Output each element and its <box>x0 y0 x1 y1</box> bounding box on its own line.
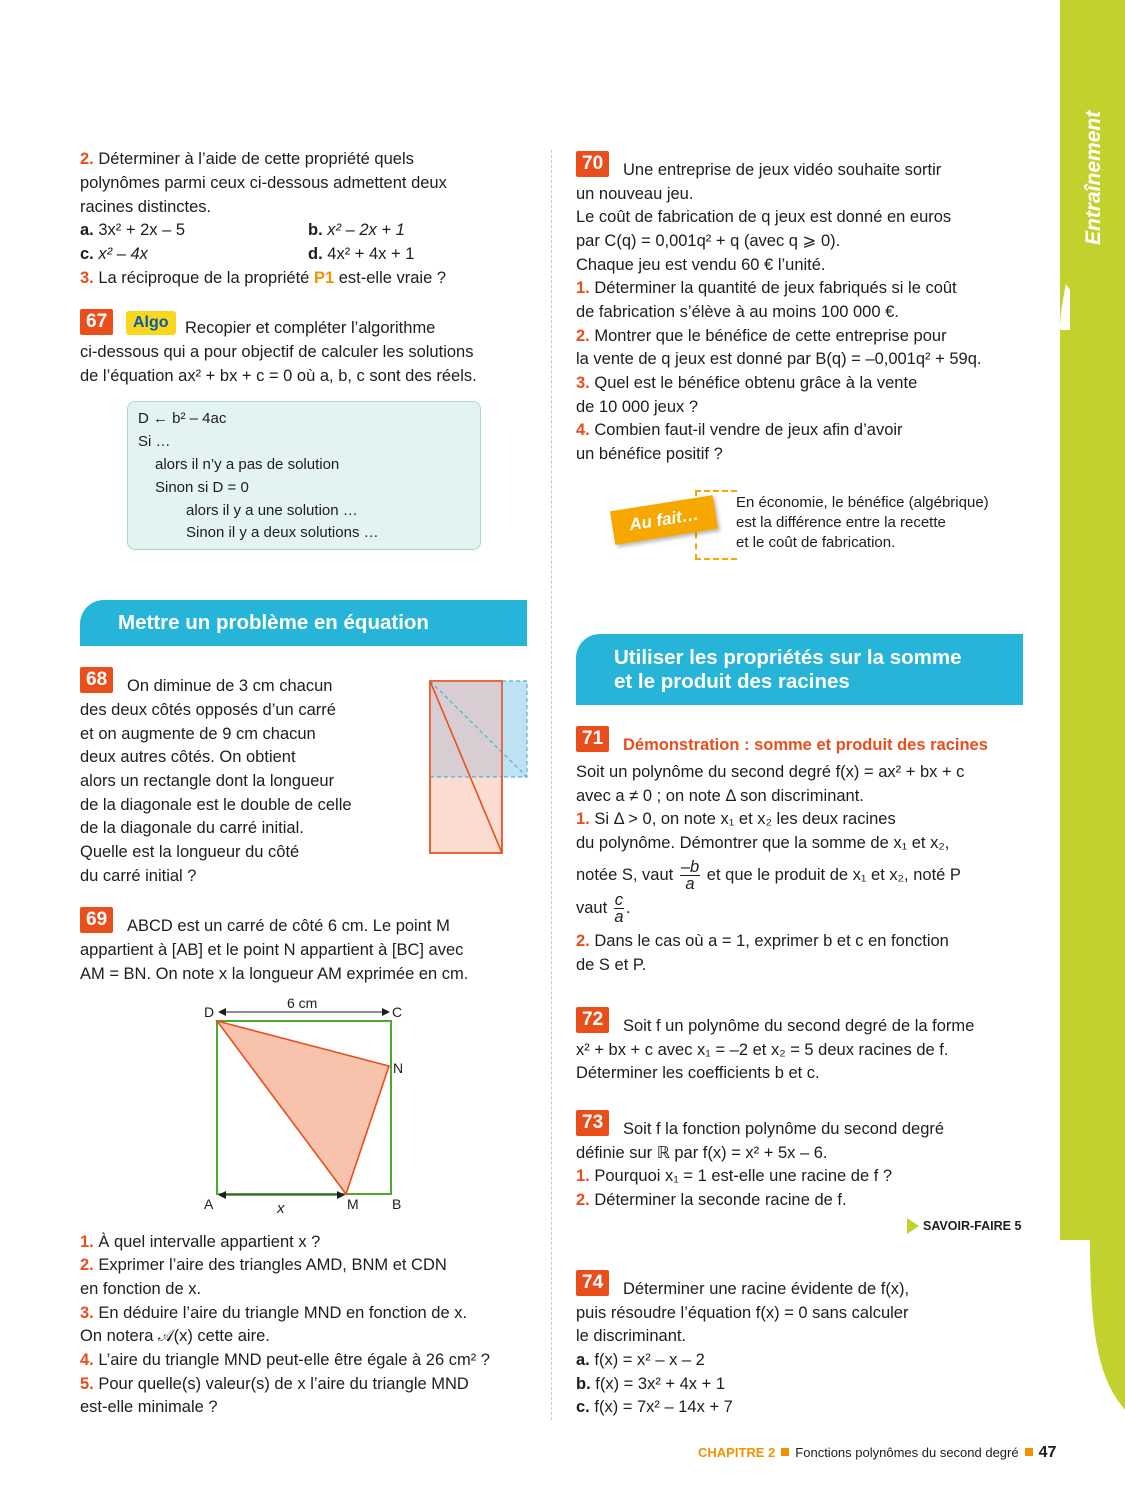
aufait-tag: Au fait… <box>610 495 718 545</box>
ex66-opt-c: c. x² – 4x <box>80 245 148 263</box>
exercise-number-70: 70 <box>576 151 609 177</box>
ex70-line1: Une entreprise de jeux vidéo souhaite sortir <box>623 161 942 179</box>
column-divider <box>551 150 552 1420</box>
ex69-q5-cont: est-elle minimale ? <box>80 1398 218 1416</box>
code-line-6: Sinon il y a deux solutions … <box>186 524 379 541</box>
section-header-equation <box>80 600 527 646</box>
ex72-line2: x² + bx + c avec x₁ = –2 et x₂ = 5 deux racines de f. <box>576 1041 949 1059</box>
code-line-1: D ← b² – 4ac <box>138 410 227 427</box>
ex71-q2: 2. Dans le cas où a = 1, exprimer b et c en fonction <box>576 932 949 950</box>
ex69-q2-cont: en fonction de x. <box>80 1280 202 1298</box>
side-length-label: 6 cm <box>287 995 318 1011</box>
square-overlap <box>430 681 502 777</box>
removed-strip <box>502 681 527 777</box>
triangle-mnd <box>217 1021 389 1194</box>
code-line-2: Si … <box>138 433 171 450</box>
point-a: A <box>204 1196 214 1212</box>
ex71-line1: Soit un polynôme du second degré f(x) = ax² + bx + c <box>576 763 965 781</box>
algo-badge: Algo <box>126 311 176 335</box>
ex69-q1: 1. À quel intervalle appartient x ? <box>80 1233 321 1251</box>
footer-title: Fonctions polynômes du second degré <box>795 1445 1019 1460</box>
ex69-figure <box>195 995 415 1220</box>
ex74-opt-c: c. f(x) = 7x² – 14x + 7 <box>576 1398 733 1416</box>
sidebar-bottom-curve <box>1060 1240 1125 1410</box>
code-line-5: alors il y a une solution … <box>186 502 358 519</box>
ex71-line4: du polynôme. Démontrer que la somme de x₁ et x₂, <box>576 834 950 852</box>
aufait-line2: est la différence entre la recette <box>736 514 946 531</box>
point-n: N <box>393 1060 404 1076</box>
footer-square-icon-2 <box>1025 1448 1033 1456</box>
exercise-number-72: 72 <box>576 1007 609 1033</box>
sidebar-label: Entraînement <box>1082 110 1105 245</box>
savoir-faire-link[interactable] <box>907 1218 1021 1234</box>
section-title-line2: et le produit des racines <box>614 670 850 693</box>
page-number: 47 <box>1038 1444 1057 1461</box>
ex69-line1: ABCD est un carré de côté 6 cm. Le point M <box>127 917 450 935</box>
ex70-q3: 3. Quel est le bénéfice obtenu grâce à la vente <box>576 374 918 392</box>
algorithm-box <box>127 401 481 550</box>
savoir-faire-label: SAVOIR-FAIRE 5 <box>923 1219 1022 1233</box>
ex72-line1: Soit f un polynôme du second degré de la forme <box>623 1017 975 1035</box>
exercise-number-73: 73 <box>576 1110 609 1136</box>
aufait-line1: En économie, le bénéfice (algébrique) <box>736 494 989 511</box>
ex69-q4: 4. L’aire du triangle MND peut-elle être égale à 26 cm² ? <box>80 1351 490 1369</box>
ex70-q1: 1. Déterminer la quantité de jeux fabriqués si le coût <box>576 279 957 297</box>
ex66-opt-b: b. x² – 2x + 1 <box>308 221 405 239</box>
page-footer <box>698 1444 1056 1462</box>
ex66-q2-line2: polynômes parmi ceux ci-dessous admettent deux <box>80 174 447 192</box>
fraction-minus-b-over-a: $\frac{-b}{a}$ <box>680 858 700 894</box>
ex73-q1: 1. Pourquoi x₁ = 1 est-elle une racine de f ? <box>576 1167 893 1185</box>
ex74-line1: Déterminer une racine évidente de f(x), <box>623 1280 910 1298</box>
code-line-3: alors il n’y a pas de solution <box>155 456 340 473</box>
play-arrow-icon <box>907 1218 919 1234</box>
point-b: B <box>392 1196 402 1212</box>
ex67-line3: de l’équation ax² + bx + c = 0 où a, b, c sont des réels. <box>80 367 477 385</box>
ex70-line5: Chaque jeu est vendu 60 € l’unité. <box>576 256 826 274</box>
point-c: C <box>392 1004 403 1020</box>
section-title-line1: Utiliser les propriétés sur la somme <box>614 646 962 669</box>
exercise-number-67: 67 <box>80 309 113 335</box>
footer-square-icon <box>781 1448 789 1456</box>
ex71-line2: avec a ≠ 0 ; on note Δ son discriminant. <box>576 787 864 805</box>
ex70-q2-cont: la vente de q jeux est donné par B(q) = –0,001q² + 59q. <box>576 350 982 368</box>
ex74-line2: puis résoudre l’équation f(x) = 0 sans calculer <box>576 1304 909 1322</box>
ex68-line1: On diminue de 3 cm chacun <box>127 677 333 695</box>
ex69-q5: 5. Pour quelle(s) valeur(s) de x l’aire du triangle MND <box>80 1375 469 1393</box>
ex70-q4: 4. Combien faut-il vendre de jeux afin d’avoir <box>576 421 903 439</box>
ex74-line3: le discriminant. <box>576 1327 687 1345</box>
ex71-line8: de S et P. <box>576 956 647 974</box>
exercise-number-74: 74 <box>576 1270 609 1296</box>
ex66-opt-d: d. 4x² + 4x + 1 <box>308 245 415 263</box>
ex73-q2: 2. Déterminer la seconde racine de f. <box>576 1191 847 1209</box>
ex68-line6: de la diagonale est le double de celle <box>80 796 352 814</box>
point-d: D <box>204 1004 215 1020</box>
ex66-q3: 3. La réciproque de la propriété P1 est-elle vraie ? <box>80 269 447 287</box>
point-m: M <box>347 1196 359 1212</box>
length-x-label: x <box>277 1200 285 1217</box>
ex71-title: Démonstration : somme et produit des racines <box>623 736 988 754</box>
ex70-q2: 2. Montrer que le bénéfice de cette entreprise pour <box>576 327 947 345</box>
ex70-line2: un nouveau jeu. <box>576 185 694 203</box>
ex69-line2: appartient à [AB] et le point N appartient à [BC] avec <box>80 941 464 959</box>
section-title: Mettre un problème en équation <box>118 611 429 634</box>
ex73-line2: définie sur ℝ par f(x) = x² + 5x – 6. <box>576 1144 828 1162</box>
ex70-q1-cont: de fabrication s’élève à au moins 100 000 €. <box>576 303 899 321</box>
ex67-line1: Recopier et compléter l’algorithme <box>185 319 436 337</box>
ex68-figure <box>425 675 531 855</box>
ex70-line3: Le coût de fabrication de q jeux est donné en euros <box>576 208 952 226</box>
ex68-line8: Quelle est la longueur du côté <box>80 843 300 861</box>
ex70-line4: par C(q) = 0,001q² + q (avec q ⩾ 0). <box>576 232 841 250</box>
ex66-q2-line3: racines distinctes. <box>80 198 212 216</box>
ex68-line3: et on augmente de 9 cm chacun <box>80 725 316 743</box>
code-line-4: Sinon si D = 0 <box>155 479 249 496</box>
exercise-number-69: 69 <box>80 907 113 933</box>
ex69-q3: 3. En déduire l’aire du triangle MND en fonction de x. <box>80 1304 468 1322</box>
exercise-number-68: 68 <box>80 667 113 693</box>
ex71-q1: 1. Si Δ > 0, on note x₁ et x₂ les deux racines <box>576 810 896 828</box>
ex66-q2-line1: 2. Déterminer à l’aide de cette propriété quels <box>80 150 414 168</box>
ex69-line3: AM = BN. On note x la longueur AM exprimée en cm. <box>80 965 469 983</box>
ex68-line7: de la diagonale du carré initial. <box>80 819 304 837</box>
exercise-number-71: 71 <box>576 726 609 752</box>
footer-chapter: CHAPITRE 2 <box>698 1445 776 1460</box>
ex73-line1: Soit f la fonction polynôme du second degré <box>623 1120 945 1138</box>
ex67-line2: ci-dessous qui a pour objectif de calculer les solutions <box>80 343 474 361</box>
ex68-line4: deux autres côtés. On obtient <box>80 748 296 766</box>
aufait-line3: et le coût de fabrication. <box>736 534 896 551</box>
ex69-q3-cont: On notera 𝒜(x) cette aire. <box>80 1327 270 1345</box>
section-header-roots <box>576 634 1023 705</box>
ex66-opt-a: a. 3x² + 2x – 5 <box>80 221 186 239</box>
ex68-line2: des deux côtés opposés d’un carré <box>80 701 336 719</box>
ex71-line6: vaut $\frac{c}{a}$ . <box>576 891 631 927</box>
ex69-q2: 2. Exprimer l’aire des triangles AMD, BNM et CDN <box>80 1256 447 1274</box>
ex74-opt-a: a. f(x) = x² – x – 2 <box>576 1351 705 1369</box>
ex70-q4-cont: un bénéfice positif ? <box>576 445 723 463</box>
ex68-line9: du carré initial ? <box>80 867 197 885</box>
ex68-line5: alors un rectangle dont la longueur <box>80 772 335 790</box>
ex70-q3-cont: de 10 000 jeux ? <box>576 398 699 416</box>
ex72-line3: Déterminer les coefficients b et c. <box>576 1064 820 1082</box>
ex74-opt-b: b. f(x) = 3x² + 4x + 1 <box>576 1375 726 1393</box>
ex71-line5: notée S, vaut $\frac{-b}{a}$ et que le produit de x₁ et x₂, noté P <box>576 858 961 894</box>
fraction-c-over-a: $\frac{c}{a}$ <box>614 891 624 927</box>
